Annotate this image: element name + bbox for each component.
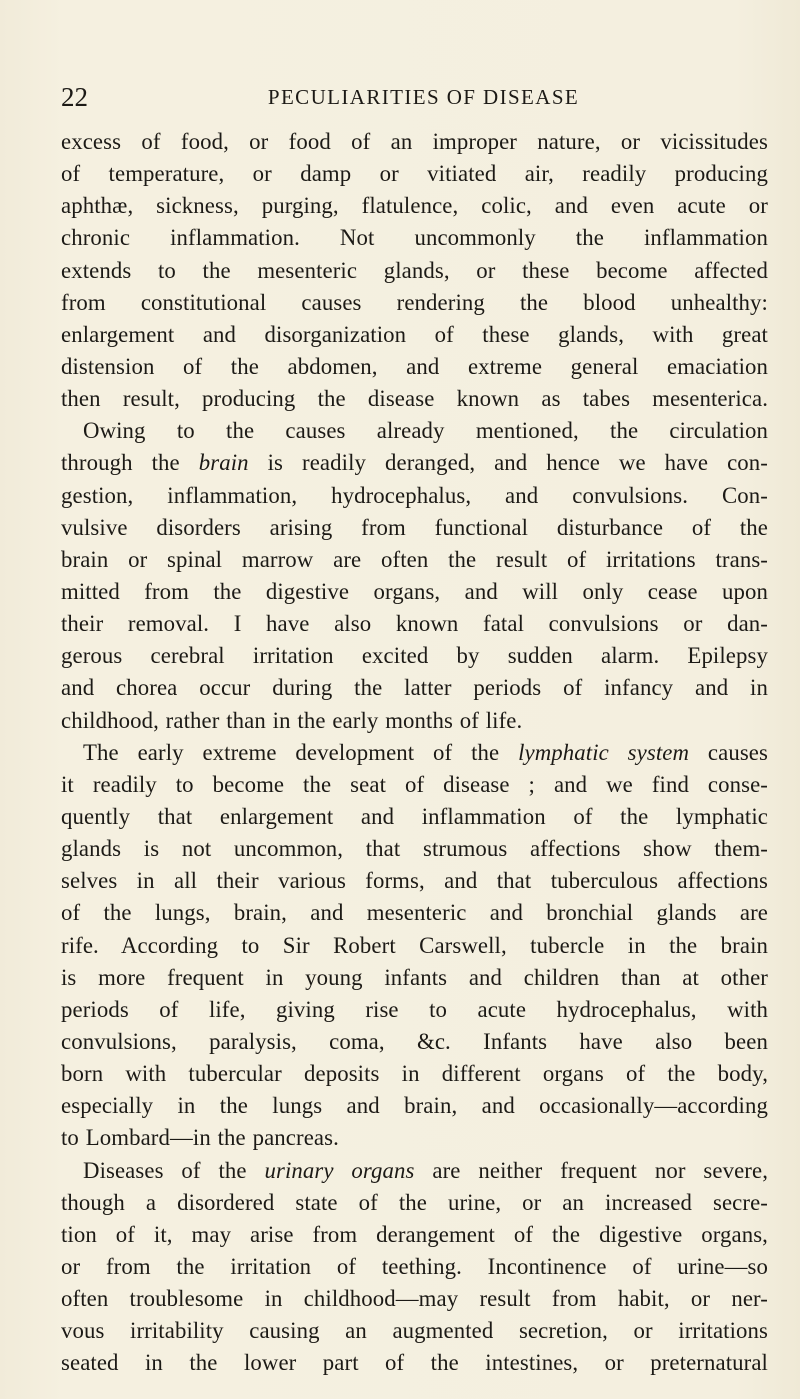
text-line <box>61 930 768 962</box>
line-text-after: are neither frequent nor severe, <box>414 1157 768 1183</box>
line-text: chronic inflammation. Not uncommonly the inflammation <box>61 225 768 251</box>
text-line <box>61 897 768 929</box>
line-text: gestion, inflammation, hydrocephalus, and convulsions. Con- <box>61 482 768 508</box>
text-line <box>61 865 768 897</box>
line-text: mitted from the digestive organs, and will only cease upon <box>61 578 768 604</box>
text-line <box>61 1315 768 1347</box>
text-line <box>61 544 768 576</box>
line-text: vous irritability causing an augmented secretion, or irritations <box>61 1318 768 1344</box>
text-line <box>61 319 768 351</box>
line-text: childhood, rather than in the early months of life. <box>61 707 523 733</box>
body-text <box>61 126 768 1379</box>
text-line <box>61 576 768 608</box>
text-line <box>61 1187 768 1219</box>
line-text: selves in all their various forms, and that tuberculous affections <box>61 868 768 894</box>
text-line <box>61 158 768 190</box>
text-line <box>61 1090 768 1122</box>
text-line <box>61 126 768 158</box>
text-line <box>61 1283 768 1315</box>
line-text: then result, producing the disease known as tabes mesenterica. <box>61 386 768 412</box>
line-text: though a disordered state of the urine, or an increased secre- <box>61 1189 768 1215</box>
italic-term: brain <box>198 450 249 476</box>
text-line <box>61 608 768 640</box>
text-line <box>61 480 768 512</box>
text-line <box>61 1058 768 1090</box>
text-line <box>61 1155 768 1187</box>
running-head <box>61 82 768 112</box>
text-line <box>61 737 768 769</box>
line-text: often troublesome in childhood—may result from habit, or ner- <box>61 1286 768 1312</box>
line-text: is more frequent in young infants and children than at other <box>61 964 768 990</box>
text-line <box>61 447 768 479</box>
line-text: periods of life, giving rise to acute hydrocephalus, with <box>61 996 768 1022</box>
line-text-before: through the <box>61 450 199 476</box>
line-text: extends to the mesenteric glands, or these become affected <box>61 257 768 283</box>
text-line <box>61 672 768 704</box>
page-number: 22 <box>61 82 88 112</box>
text-line <box>61 512 768 544</box>
line-text-after: causes <box>689 739 768 765</box>
running-title: PECULIARITIES OF DISEASE <box>267 85 580 109</box>
line-text: born with tubercular deposits in different organs of the body, <box>61 1061 768 1087</box>
italic-term: urinary organs <box>264 1157 415 1183</box>
text-line <box>61 351 768 383</box>
line-text: of the lungs, brain, and mesenteric and bronchial glands are <box>61 900 768 926</box>
line-text: Owing to the causes already mentioned, the circulation <box>83 418 768 444</box>
line-text: especially in the lungs and brain, and occasionally—according <box>61 1093 768 1119</box>
line-text: and chorea occur during the latter periods of infancy and in <box>61 675 768 701</box>
line-text: vulsive disorders arising from functional disturbance of the <box>61 514 768 540</box>
line-text: aphthæ, sickness, purging, flatulence, colic, and even acute or <box>61 193 768 219</box>
line-text: from constitutional causes rendering the blood unhealthy: <box>61 289 768 315</box>
text-line <box>61 1122 768 1154</box>
line-text-before: The early extreme development of the <box>83 739 519 765</box>
line-text: it readily to become the seat of disease ; and we find conse- <box>61 771 768 797</box>
italic-term: lymphatic system <box>518 739 690 765</box>
line-text: glands is not uncommon, that strumous affections show them- <box>61 836 768 862</box>
line-text: tion of it, may arise from derangement of the digestive organs, <box>61 1221 768 1247</box>
line-text: to Lombard—in the pancreas. <box>61 1125 339 1151</box>
line-text: rife. According to Sir Robert Carswell, tubercle in the brain <box>61 932 768 958</box>
line-text-before: Diseases of the <box>83 1157 265 1183</box>
line-text: distension of the abdomen, and extreme general emaciation <box>61 353 768 379</box>
text-line <box>61 255 768 287</box>
line-text: gerous cerebral irritation excited by sudden alarm. Epilepsy <box>61 643 768 669</box>
line-text: enlargement and disorganization of these glands, with great <box>61 321 768 347</box>
text-line <box>61 222 768 254</box>
line-text-after: is readily deranged, and hence we have con- <box>248 450 768 476</box>
line-text: or from the irritation of teething. Incontinence of urine—so <box>61 1253 768 1279</box>
text-line <box>61 1347 768 1379</box>
line-text: convulsions, paralysis, coma, &c. Infants have also been <box>61 1028 768 1054</box>
line-text: seated in the lower part of the intestines, or preternatural <box>61 1350 768 1376</box>
text-line <box>61 994 768 1026</box>
text-line <box>61 769 768 801</box>
text-line <box>61 1219 768 1251</box>
text-line <box>61 415 768 447</box>
line-text: excess of food, or food of an improper nature, or vicissitudes <box>61 129 768 154</box>
line-text: of temperature, or damp or vitiated air, readily producing <box>61 161 768 187</box>
text-line <box>61 383 768 415</box>
line-text: their removal. I have also known fatal convulsions or dan- <box>61 611 768 637</box>
text-line <box>61 801 768 833</box>
text-line <box>61 1251 768 1283</box>
text-line <box>61 640 768 672</box>
text-line <box>61 833 768 865</box>
line-text: brain or spinal marrow are often the result of irritations trans- <box>61 546 768 572</box>
text-line <box>61 1026 768 1058</box>
text-line <box>61 287 768 319</box>
text-line <box>61 190 768 222</box>
text-line <box>61 705 768 737</box>
text-line <box>61 962 768 994</box>
line-text: quently that enlargement and inflammation of the lymphatic <box>61 803 768 829</box>
